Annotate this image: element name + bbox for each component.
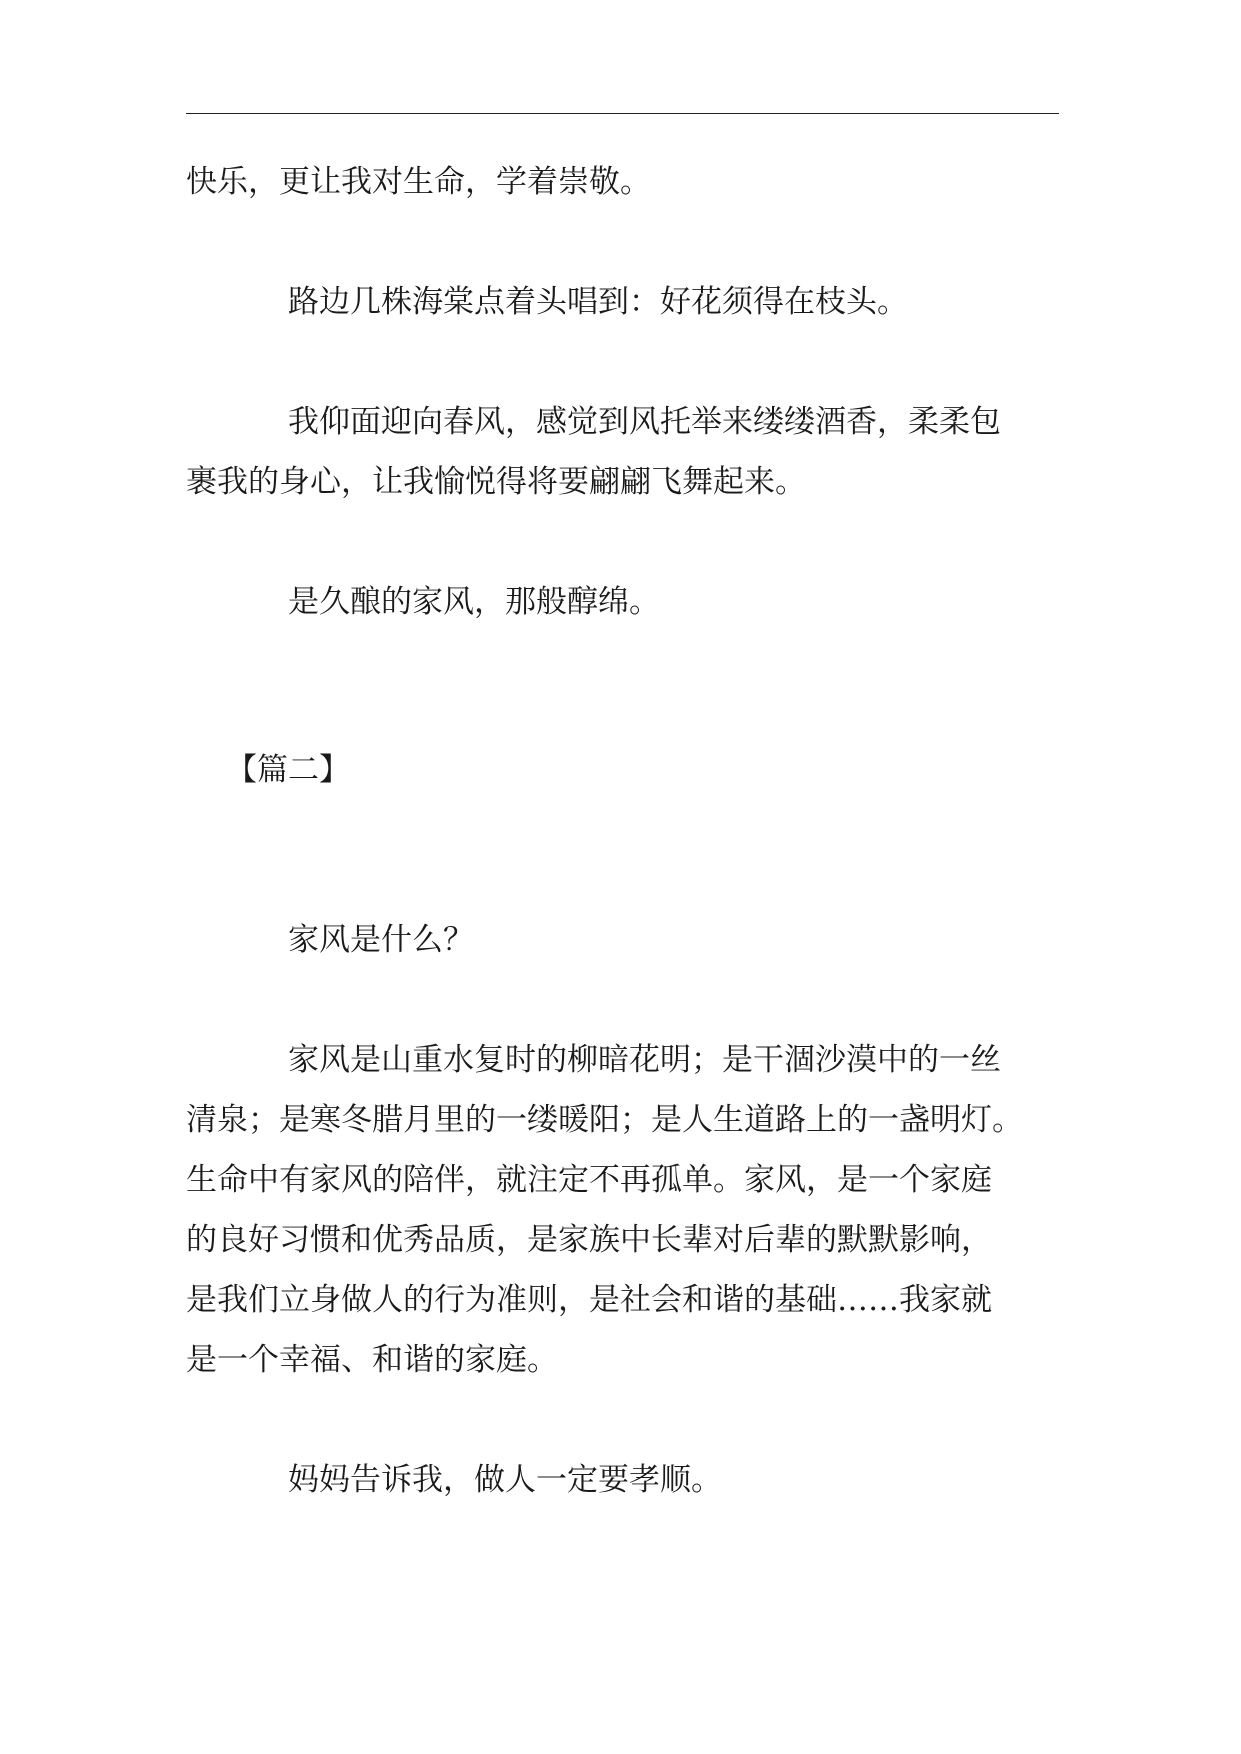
section-heading: 【篇二】 (226, 752, 350, 788)
paragraph-line: 我仰面迎向春风，感觉到风托举来缕缕酒香，柔柔包 (288, 404, 1001, 440)
paragraph-line: 路边几株海棠点着头唱到：好花须得在枝头。 (288, 284, 908, 320)
header-rule (186, 113, 1059, 114)
paragraph-line: 家风是山重水复时的柳暗花明；是干涸沙漠中的一丝 (288, 1042, 1001, 1078)
paragraph-line: 家风是什么？ (288, 922, 474, 958)
paragraph-line: 清泉；是寒冬腊月里的一缕暖阳；是人生道路上的一盏明灯。 (186, 1102, 1023, 1138)
paragraph-line: 是我们立身做人的行为准则，是社会和谐的基础……我家就 (186, 1282, 992, 1318)
paragraph-line: 快乐，更让我对生命，学着崇敬。 (186, 164, 651, 200)
paragraph-line: 是一个幸福、和谐的家庭。 (186, 1342, 558, 1378)
paragraph-line: 妈妈告诉我，做人一定要孝顺。 (288, 1462, 722, 1498)
paragraph-line: 裹我的身心，让我愉悦得将要翩翩飞舞起来。 (186, 464, 806, 500)
paragraph-line: 是久酿的家风，那般醇绵。 (288, 584, 660, 620)
paragraph-line: 的良好习惯和优秀品质，是家族中长辈对后辈的默默影响， (186, 1222, 992, 1258)
paragraph-line: 生命中有家风的陪伴，就注定不再孤单。家风，是一个家庭 (186, 1162, 992, 1198)
